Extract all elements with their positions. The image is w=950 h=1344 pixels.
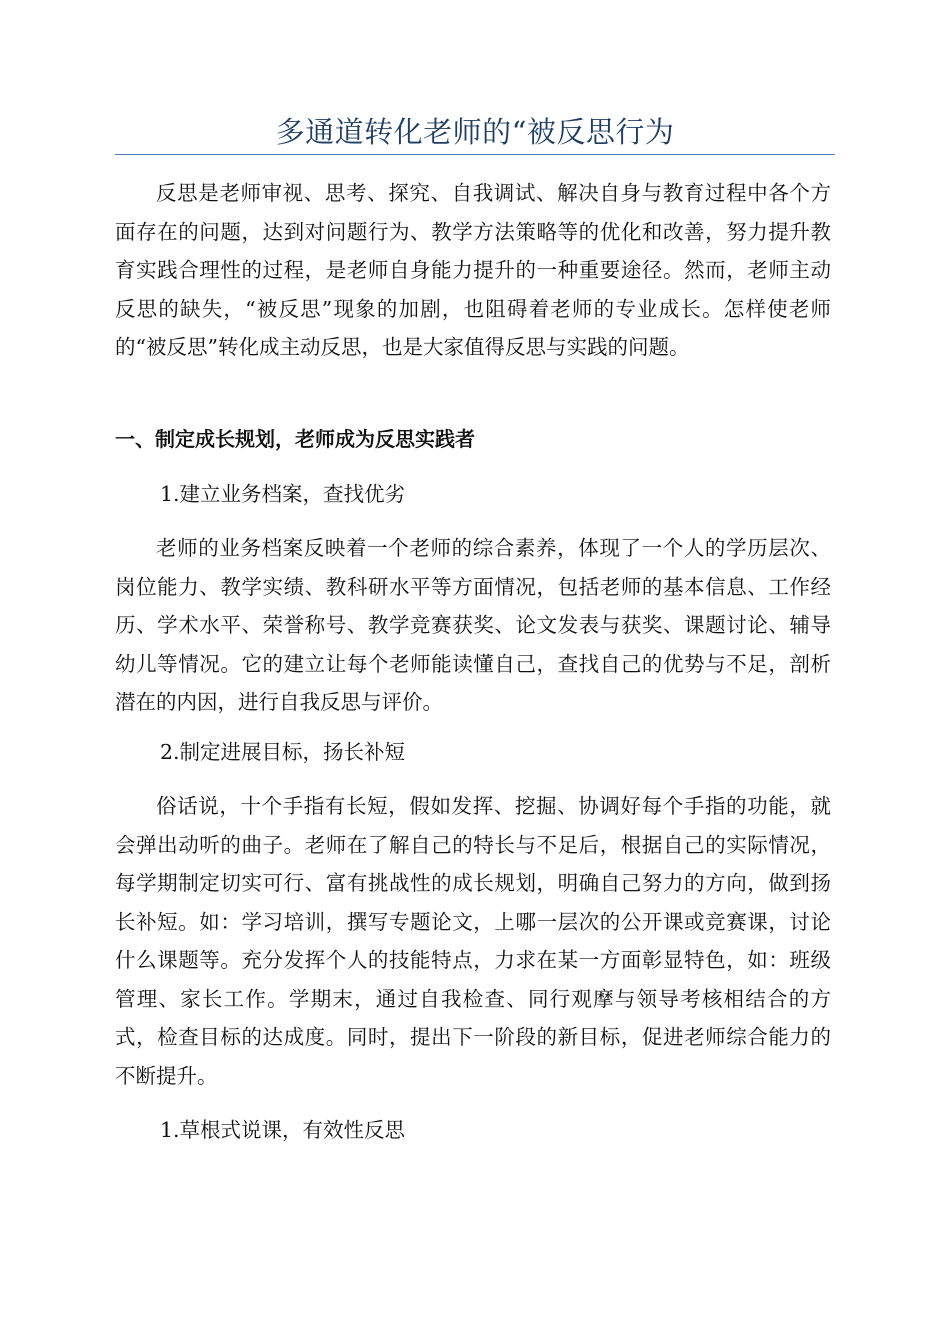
subsection-2-paragraph: 俗话说，十个手指有长短，假如发挥、挖掘、协调好每个手指的功能，就会弹出动听的曲子。老师在了解自己的特长与不足后，根据自己的实际情况，每学期制定切实可行、富有挑战性的成长规划，明确自己努力的方向，做到扬长补短。如：学习培训，撰写专题论文，上哪一层次的公开课或竞赛课，讨论什么课题等。充分发挥个人的技能特点，力求在某一方面彰显特色，如：班级管理、家长工作。学期末，通过自我检查、同行观摩与领导考核相结合的方式，检查目标的达成度。同时，提出下一阶段的新目标，促进老师综合能力的不断提升。 xyxy=(115,794,831,1088)
subsection-2-heading: 2.制定进展目标，扬长补短 xyxy=(160,740,406,764)
title-underline xyxy=(115,154,835,155)
section-1-heading: 一、制定成长规划，老师成为反思实践者 xyxy=(115,427,475,451)
document-title: 多通道转化老师的“被反思行为 xyxy=(275,115,675,149)
subsection-1-heading: 1.建立业务档案，查找优劣 xyxy=(160,482,406,506)
intro-paragraph: 反思是老师审视、思考、探究、自我调试、解决自身与教育过程中各个方面存在的问题，达到对问题行为、教学方法策略等的优化和改善，努力提升教育实践合理性的过程，是老师自身能力提升的一种重要途径。然而，老师主动反思的缺失，“被反思”现象的加剧，也阻碍着老师的专业成长。怎样使老师的“被反思”转化成主动反思，也是大家值得反思与实践的问题。 xyxy=(115,181,831,359)
subsection-1-paragraph: 老师的业务档案反映着一个老师的综合素养，体现了一个人的学历层次、岗位能力、教学实绩、教科研水平等方面情况，包括老师的基本信息、工作经历、学术水平、荣誉称号、教学竞赛获奖、论文发表与获奖、课题讨论、辅导幼儿等情况。它的建立让每个老师能读懂自己，查找自己的优势与不足，剖析潜在的内因，进行自我反思与评价。 xyxy=(115,536,831,714)
subsection-3-heading: 1.草根式说课，有效性反思 xyxy=(160,1118,406,1142)
